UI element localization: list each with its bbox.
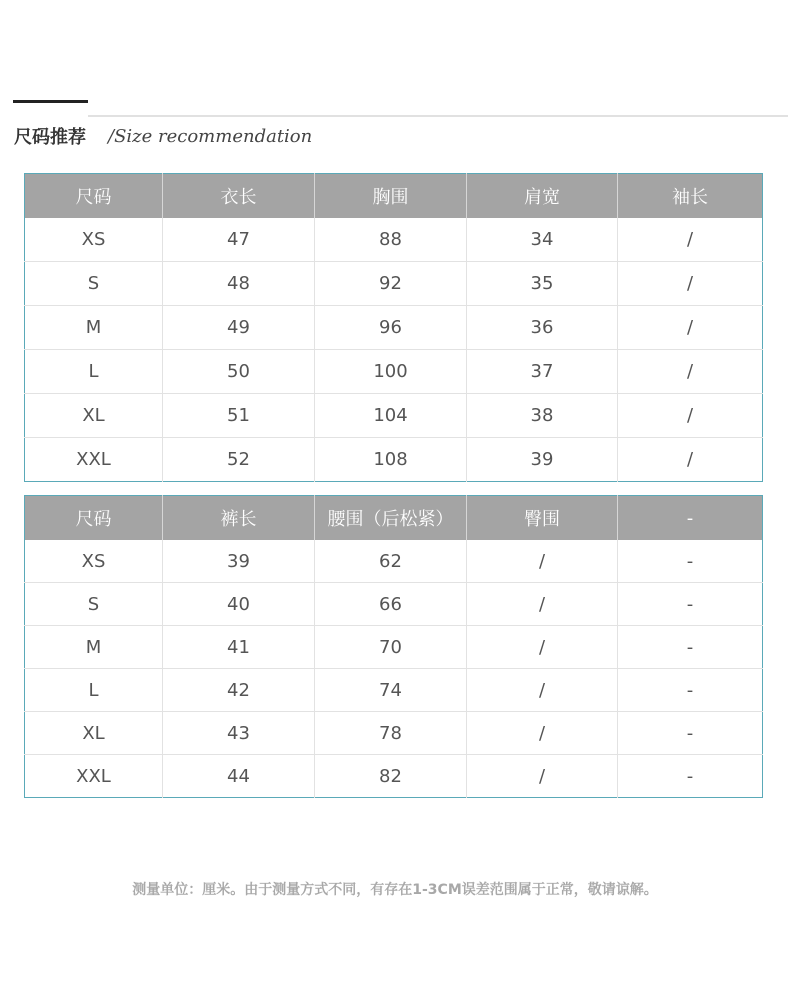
table-cell: 70 xyxy=(315,626,467,669)
table-cell: - xyxy=(686,765,694,787)
table-cell: 62 xyxy=(315,540,467,583)
table-cell: M xyxy=(25,306,163,350)
table-cell: / xyxy=(618,394,763,438)
column-header: 臀围 xyxy=(467,496,618,541)
table-cell: XL xyxy=(25,712,163,755)
table-row xyxy=(25,669,763,712)
table-cell: L xyxy=(25,350,163,394)
table-cell: / xyxy=(467,755,618,798)
column-header: 胸围 xyxy=(315,174,467,219)
table-cell: / xyxy=(467,712,618,755)
table-cell: / xyxy=(467,626,618,669)
table-cell: 92 xyxy=(315,262,467,306)
table-row xyxy=(25,306,763,350)
table-cell: / xyxy=(618,262,763,306)
column-header: 裤长 xyxy=(163,496,315,541)
column-header: 尺码 xyxy=(25,174,163,219)
measurement-note: 测量单位：厘米。由于测量方式不同，有存在1-3CM误差范围属于正常，敬请谅解。 xyxy=(132,882,658,898)
table-header-row xyxy=(25,174,763,219)
table-cell: 74 xyxy=(315,669,467,712)
table-cell: 37 xyxy=(467,350,618,394)
heading-title-cn: 尺码推荐 xyxy=(14,127,86,148)
table-cell: - xyxy=(618,583,763,626)
table-row xyxy=(25,262,763,306)
table-row xyxy=(25,583,763,626)
table-cell: 78 xyxy=(315,712,467,755)
table-cell: 104 xyxy=(315,394,467,438)
table-row xyxy=(25,438,763,482)
table-cell: 49 xyxy=(163,306,315,350)
table-cell: / xyxy=(618,306,763,350)
table-cell: 42 xyxy=(163,669,315,712)
table-cell: S xyxy=(25,262,163,306)
column-header: 袖长 xyxy=(618,174,763,219)
table-cell: 38 xyxy=(467,394,618,438)
table-row xyxy=(25,755,763,798)
table-cell: 48 xyxy=(163,262,315,306)
table-cell: XXL xyxy=(25,755,163,798)
table-header-row xyxy=(25,496,763,541)
table-cell: 35 xyxy=(467,262,618,306)
table-cell: 50 xyxy=(163,350,315,394)
heading-accent-bar xyxy=(13,100,88,103)
table-row xyxy=(25,712,763,755)
table-cell: 66 xyxy=(315,583,467,626)
table-cell: XXL xyxy=(25,438,163,482)
table-cell: 100 xyxy=(315,350,467,394)
table-row xyxy=(25,394,763,438)
table-cell: 40 xyxy=(163,583,315,626)
table-cell: - xyxy=(618,626,763,669)
table-cell: XS xyxy=(25,540,163,583)
column-header: 衣长 xyxy=(163,174,315,219)
table-cell: / xyxy=(467,540,618,583)
table-cell: XL xyxy=(25,394,163,438)
table-cell: 36 xyxy=(467,306,618,350)
table-cell: 108 xyxy=(315,438,467,482)
column-header: 肩宽 xyxy=(467,174,618,219)
column-header: 腰围（后松紧） xyxy=(315,496,467,541)
table-cell: 39 xyxy=(467,438,618,482)
table-cell: 44 xyxy=(163,755,315,798)
table-cell: 43 xyxy=(163,712,315,755)
table-row xyxy=(25,626,763,669)
table-cell: 88 xyxy=(315,218,467,262)
table-cell: 39 xyxy=(163,540,315,583)
table-cell: XS xyxy=(25,218,163,262)
table-row xyxy=(25,218,763,262)
table-cell: / xyxy=(686,449,694,470)
table-cell: M xyxy=(25,626,163,669)
table-cell: 34 xyxy=(467,218,618,262)
column-header: - xyxy=(618,496,763,541)
top-size-table xyxy=(24,173,763,482)
table-cell: - xyxy=(618,712,763,755)
table-row xyxy=(25,540,763,583)
table-cell: 41 xyxy=(163,626,315,669)
table-cell: 51 xyxy=(163,394,315,438)
table-cell: 82 xyxy=(315,755,467,798)
table-cell: - xyxy=(618,669,763,712)
table-cell: 96 xyxy=(315,306,467,350)
table-cell: S xyxy=(25,583,163,626)
table-cell: 47 xyxy=(163,218,315,262)
table-cell: / xyxy=(467,583,618,626)
heading-divider xyxy=(88,115,788,117)
table-cell: - xyxy=(618,540,763,583)
table-cell: / xyxy=(618,350,763,394)
heading-title-en: /Size recommendation xyxy=(108,125,313,147)
column-header: 尺码 xyxy=(25,496,163,541)
section-heading xyxy=(14,122,312,150)
table-cell: L xyxy=(25,669,163,712)
bottom-size-table xyxy=(24,495,763,798)
table-cell: / xyxy=(467,669,618,712)
table-row xyxy=(25,350,763,394)
table-cell: / xyxy=(618,218,763,262)
table-cell: 52 xyxy=(163,438,315,482)
